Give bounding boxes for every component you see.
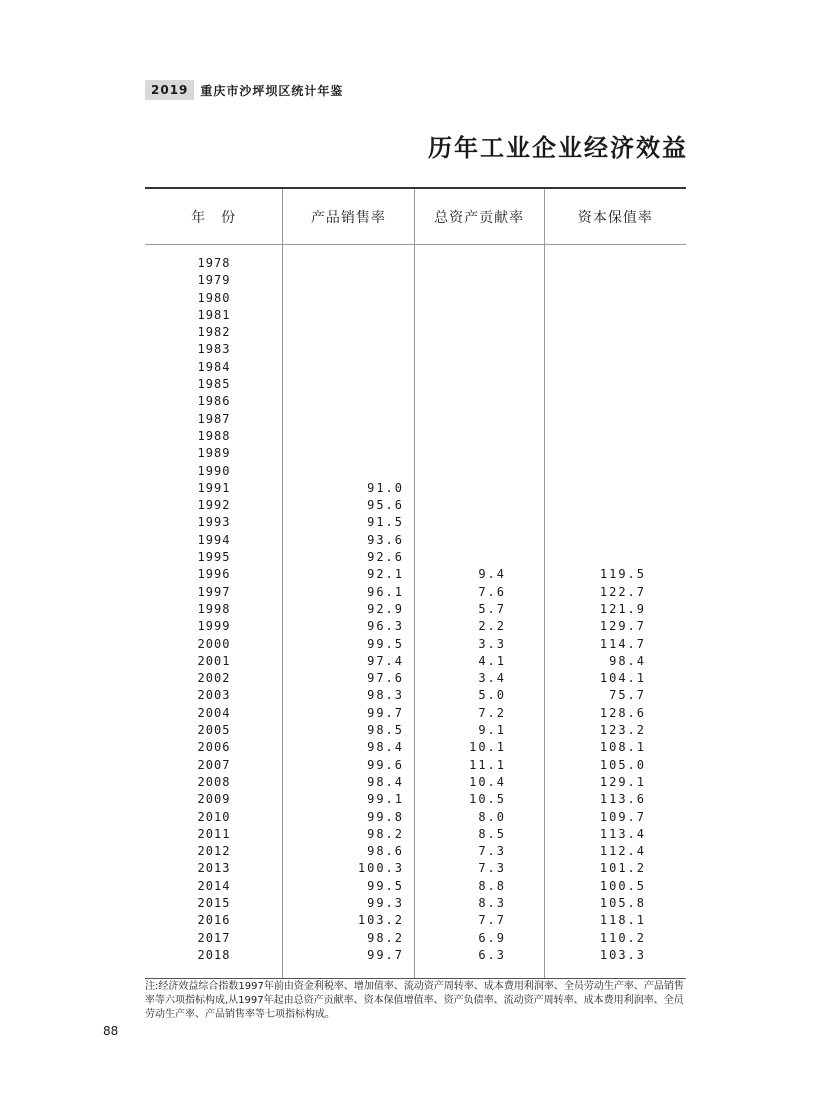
column-header-sales-rate: 产品销售率 (282, 189, 413, 244)
cell-sales-rate: 99.6 (367, 757, 404, 772)
table-row (145, 514, 686, 531)
cell-capital-preservation: 105.8 (599, 895, 646, 910)
data-table (145, 187, 686, 979)
cell-asset-contribution: 6.9 (478, 930, 506, 945)
table-row (145, 428, 686, 445)
cell-capital-preservation: 119.5 (599, 567, 646, 582)
cell-asset-contribution (414, 393, 544, 410)
column-header-capital-preservation: 资本保值率 (544, 189, 686, 244)
cell-capital-preservation: 113.4 (599, 826, 646, 841)
cell-asset-contribution (414, 514, 544, 531)
cell-asset-contribution: 5.0 (478, 688, 506, 703)
cell-year: 2006 (197, 740, 231, 755)
cell-sales-rate (283, 428, 414, 445)
table-row (145, 307, 686, 324)
cell-asset-contribution: 10.4 (469, 774, 506, 789)
table-row (145, 463, 686, 480)
cell-asset-contribution: 8.0 (478, 809, 506, 824)
cell-capital-preservation: 112.4 (599, 844, 646, 859)
cell-sales-rate: 99.7 (367, 705, 404, 720)
table-row (145, 445, 686, 462)
book-title: 重庆市沙坪坝区统计年鉴 (200, 83, 344, 98)
cell-asset-contribution (414, 341, 544, 358)
table-row (145, 722, 686, 739)
cell-sales-rate: 91.0 (367, 480, 404, 495)
table-row (145, 843, 686, 860)
cell-asset-contribution: 7.3 (478, 861, 506, 876)
cell-capital-preservation: 104.1 (599, 671, 646, 686)
cell-year: 2002 (197, 671, 231, 686)
cell-sales-rate (283, 411, 414, 428)
cell-sales-rate: 99.5 (367, 878, 404, 893)
table-row (145, 584, 686, 601)
table-row (145, 895, 686, 912)
cell-sales-rate: 92.1 (367, 567, 404, 582)
table-row (145, 497, 686, 514)
cell-sales-rate: 98.6 (367, 844, 404, 859)
table-row (145, 566, 686, 583)
cell-capital-preservation (544, 324, 686, 341)
cell-capital-preservation: 109.7 (599, 809, 646, 824)
table-row (145, 930, 686, 947)
cell-capital-preservation (544, 445, 686, 462)
table-row (145, 826, 686, 843)
table-row (145, 739, 686, 756)
cell-asset-contribution: 7.2 (478, 705, 506, 720)
cell-asset-contribution (414, 549, 544, 566)
cell-asset-contribution: 7.6 (478, 584, 506, 599)
cell-capital-preservation: 118.1 (599, 913, 646, 928)
cell-year: 1980 (197, 290, 231, 305)
cell-sales-rate (283, 359, 414, 376)
cell-capital-preservation (544, 532, 686, 549)
cell-year: 2016 (197, 913, 231, 928)
cell-asset-contribution: 7.7 (478, 913, 506, 928)
cell-sales-rate (283, 307, 414, 324)
cell-year: 1989 (197, 446, 231, 461)
cell-capital-preservation (544, 341, 686, 358)
cell-year: 1996 (197, 567, 231, 582)
cell-capital-preservation (544, 480, 686, 497)
cell-asset-contribution: 7.3 (478, 844, 506, 859)
cell-capital-preservation: 114.7 (599, 636, 646, 651)
cell-year: 1990 (197, 463, 231, 478)
table-row (145, 636, 686, 653)
cell-capital-preservation (544, 393, 686, 410)
cell-capital-preservation (544, 272, 686, 289)
cell-capital-preservation (544, 290, 686, 307)
table-row (145, 601, 686, 618)
cell-year: 1985 (197, 377, 231, 392)
cell-asset-contribution (414, 359, 544, 376)
cell-sales-rate: 99.3 (367, 895, 404, 910)
cell-asset-contribution: 9.4 (478, 567, 506, 582)
cell-asset-contribution: 2.2 (478, 619, 506, 634)
cell-year: 2014 (197, 878, 231, 893)
cell-year: 2007 (197, 757, 231, 772)
table-row (145, 705, 686, 722)
cell-sales-rate: 98.4 (367, 740, 404, 755)
cell-year: 2018 (197, 947, 231, 962)
cell-sales-rate: 93.6 (367, 532, 404, 547)
cell-year: 1978 (197, 256, 231, 270)
cell-asset-contribution (414, 324, 544, 341)
cell-asset-contribution (414, 307, 544, 324)
table-row (145, 324, 686, 341)
cell-sales-rate: 92.6 (367, 550, 404, 565)
cell-asset-contribution (414, 463, 544, 480)
cell-capital-preservation (544, 463, 686, 480)
cell-year: 2008 (197, 774, 231, 789)
cell-asset-contribution: 3.3 (478, 636, 506, 651)
cell-capital-preservation (544, 376, 686, 393)
table-body (145, 245, 686, 978)
cell-sales-rate (283, 272, 414, 289)
book-header (145, 80, 343, 100)
cell-sales-rate: 99.7 (367, 947, 404, 962)
cell-sales-rate (283, 255, 414, 272)
table-row (145, 757, 686, 774)
table-bottom-rule (145, 978, 686, 979)
cell-capital-preservation (544, 255, 686, 272)
cell-asset-contribution: 10.5 (469, 792, 506, 807)
table-row (145, 774, 686, 791)
cell-asset-contribution: 8.3 (478, 895, 506, 910)
cell-year: 2004 (197, 705, 231, 720)
cell-year: 1998 (197, 601, 231, 616)
cell-year: 2005 (197, 723, 231, 738)
cell-sales-rate: 95.6 (367, 498, 404, 513)
table-row (145, 341, 686, 358)
cell-asset-contribution (414, 532, 544, 549)
cell-asset-contribution (414, 376, 544, 393)
cell-asset-contribution (414, 428, 544, 445)
cell-capital-preservation: 98.4 (609, 653, 646, 668)
cell-capital-preservation: 105.0 (599, 757, 646, 772)
cell-asset-contribution (414, 290, 544, 307)
cell-asset-contribution: 9.1 (478, 723, 506, 738)
cell-sales-rate: 98.2 (367, 930, 404, 945)
cell-capital-preservation: 121.9 (599, 601, 646, 616)
table-row (145, 290, 686, 307)
cell-year: 1988 (197, 428, 231, 443)
cell-asset-contribution: 6.3 (478, 947, 506, 962)
cell-year: 2010 (197, 809, 231, 824)
cell-sales-rate: 103.2 (357, 913, 404, 928)
cell-capital-preservation (544, 549, 686, 566)
cell-year: 2013 (197, 861, 231, 876)
cell-sales-rate: 98.4 (367, 774, 404, 789)
cell-sales-rate (283, 376, 414, 393)
table-rows (145, 255, 686, 964)
cell-year: 1995 (197, 550, 231, 565)
cell-capital-preservation: 113.6 (599, 792, 646, 807)
cell-sales-rate: 98.3 (367, 688, 404, 703)
table-row (145, 480, 686, 497)
page-title: 历年工业企业经济效益 (428, 133, 688, 162)
cell-year: 1983 (197, 342, 231, 357)
cell-capital-preservation: 122.7 (599, 584, 646, 599)
cell-capital-preservation (544, 514, 686, 531)
cell-year: 1992 (197, 498, 231, 513)
cell-sales-rate: 97.6 (367, 671, 404, 686)
cell-asset-contribution: 8.5 (478, 826, 506, 841)
cell-year: 2017 (197, 930, 231, 945)
cell-sales-rate (283, 445, 414, 462)
table-footnote: 注:经济效益综合指数1997年前由资金利税率、增加值率、流动资产周转率、成本费用利润率、全员劳动生产率、产品销售率等六项指标构成,从1997年起由总资产贡献率、资本保值增值率、资产负债率、流动资产周转率、成本费用利润率、全员劳动生产率、产品销售率等七项指标构成。 (145, 981, 684, 1020)
cell-year: 1997 (197, 584, 231, 599)
cell-asset-contribution (414, 255, 544, 272)
cell-capital-preservation: 101.2 (599, 861, 646, 876)
page-number: 88 (103, 1024, 119, 1038)
cell-sales-rate: 96.1 (367, 584, 404, 599)
table-row (145, 878, 686, 895)
table-row (145, 411, 686, 428)
cell-sales-rate: 99.1 (367, 792, 404, 807)
cell-asset-contribution (414, 272, 544, 289)
cell-asset-contribution: 5.7 (478, 601, 506, 616)
cell-capital-preservation: 129.1 (599, 774, 646, 789)
cell-capital-preservation: 103.3 (599, 947, 646, 962)
cell-capital-preservation: 108.1 (599, 740, 646, 755)
table-row (145, 272, 686, 289)
table-row (145, 393, 686, 410)
cell-capital-preservation: 100.5 (599, 878, 646, 893)
table-header (145, 189, 686, 245)
cell-year: 1994 (197, 532, 231, 547)
cell-year: 2000 (197, 636, 231, 651)
table-row (145, 376, 686, 393)
cell-sales-rate: 98.2 (367, 826, 404, 841)
cell-capital-preservation: 129.7 (599, 619, 646, 634)
cell-asset-contribution (414, 480, 544, 497)
cell-capital-preservation: 110.2 (599, 930, 646, 945)
table-row (145, 653, 686, 670)
cell-sales-rate: 98.5 (367, 723, 404, 738)
cell-year: 1984 (197, 359, 231, 374)
table-row (145, 791, 686, 808)
cell-capital-preservation (544, 307, 686, 324)
cell-capital-preservation: 128.6 (599, 705, 646, 720)
cell-sales-rate: 91.5 (367, 515, 404, 530)
cell-year: 1982 (197, 325, 231, 340)
cell-sales-rate (283, 341, 414, 358)
column-header-year: 年 份 (191, 209, 237, 226)
cell-sales-rate (283, 324, 414, 341)
table-row (145, 549, 686, 566)
cell-year: 2001 (197, 653, 231, 668)
cell-asset-contribution: 4.1 (478, 653, 506, 668)
cell-capital-preservation (544, 411, 686, 428)
cell-sales-rate: 96.3 (367, 619, 404, 634)
cell-capital-preservation: 123.2 (599, 723, 646, 738)
table-row (145, 618, 686, 635)
cell-sales-rate: 100.3 (357, 861, 404, 876)
table-row (145, 860, 686, 877)
table-row (145, 912, 686, 929)
cell-capital-preservation (544, 428, 686, 445)
cell-sales-rate (283, 393, 414, 410)
cell-asset-contribution: 8.8 (478, 878, 506, 893)
table-row (145, 532, 686, 549)
column-header-asset-contribution: 总资产贡献率 (414, 189, 544, 244)
cell-year: 2009 (197, 792, 231, 807)
cell-year: 1981 (197, 307, 231, 322)
cell-year: 1986 (197, 394, 231, 409)
table-row (145, 359, 686, 376)
cell-year: 1979 (197, 273, 231, 288)
cell-asset-contribution (414, 411, 544, 428)
cell-year: 1999 (197, 619, 231, 634)
cell-sales-rate: 97.4 (367, 653, 404, 668)
cell-asset-contribution: 3.4 (478, 671, 506, 686)
cell-year: 2015 (197, 895, 231, 910)
cell-year: 1991 (197, 480, 231, 495)
cell-asset-contribution (414, 445, 544, 462)
cell-sales-rate (283, 463, 414, 480)
table-row (145, 809, 686, 826)
cell-year: 1987 (197, 411, 231, 426)
table-row (145, 670, 686, 687)
book-year: 2019 (145, 80, 194, 100)
cell-capital-preservation (544, 497, 686, 514)
table-row (145, 947, 686, 964)
table-row (145, 687, 686, 704)
cell-sales-rate: 92.9 (367, 601, 404, 616)
cell-year: 2012 (197, 844, 231, 859)
table-row (145, 255, 686, 272)
cell-asset-contribution (414, 497, 544, 514)
cell-year: 2011 (197, 826, 231, 841)
cell-sales-rate: 99.8 (367, 809, 404, 824)
cell-asset-contribution: 10.1 (469, 740, 506, 755)
cell-asset-contribution: 11.1 (469, 757, 506, 772)
cell-sales-rate: 99.5 (367, 636, 404, 651)
cell-year: 1993 (197, 515, 231, 530)
cell-capital-preservation: 75.7 (609, 688, 646, 703)
cell-capital-preservation (544, 359, 686, 376)
cell-year: 2003 (197, 688, 231, 703)
cell-sales-rate (283, 290, 414, 307)
